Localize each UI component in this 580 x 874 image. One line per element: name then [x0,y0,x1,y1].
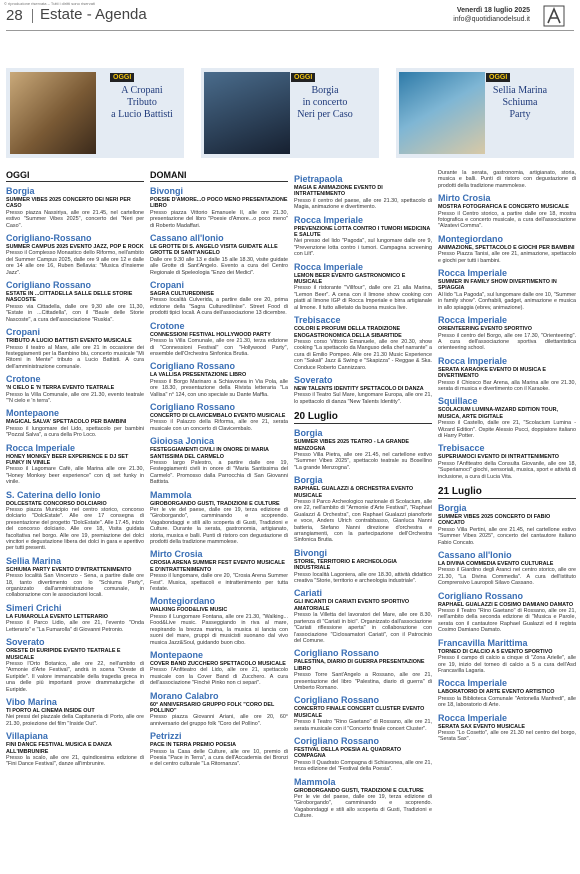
event-title: LEMON BEER EVENTO GASTRONOMICO E MUSICALE [294,272,406,286]
agenda-event [6,637,144,693]
agenda-event [294,262,432,311]
event-title: POESIE D'AMORE...O POCO MENO PRESENTAZIONE LIBRO [150,197,288,210]
agenda-event [294,315,432,371]
event-title: LA VALLISA PRESENTAZIONE LIBRO [150,372,247,379]
event-body: Presso la Villetta del lavoratori del Mare, alle ore 8.30, partenza di "Cariati in bici". Organizzato dall'associazione "Cariati riflessione aperta" in collaborazione con l'associazione "Ciclosamatori Cariati", con il Patrocinio del Comune. [294,612,432,644]
event-title: STORIE, TERRITORIO E ARCHEOLOGIA INDUSTRIALE [294,558,397,572]
agenda-event [150,490,288,546]
event-location: Borgia [438,503,467,513]
promo-text: Sellia Marina Schiuma Party [492,85,548,120]
event-title: 60° ANNIVERSARIO GRUPPO FOLK "CORO DEL POLLINO" [150,701,275,714]
event-title: FINI DANCE FESTIVAL MUSICA E DANZA ALL'IMBRUNIRE [6,742,112,755]
event-title: RAPHAEL GUALAZZI & ORCHESTRA EVENTO MUSICALE [294,486,414,499]
agenda-event [294,375,432,405]
event-location: Corigliano Rossano [150,361,236,372]
event-title: SERATA KARAOKE EVENTO DI MUSICA E DIVERTIMENTO [438,366,547,380]
event-location: Rocca Imperiale [6,442,76,453]
agenda-column-4 [438,170,576,868]
agenda-event [294,648,432,691]
event-title: SCHIUMA PARTY EVENTO D'INTRATTENIMENTO [6,566,132,573]
event-body: Presso Villa Pietra, alle ore 21.45, nel cartellone estivo "Summer Vibes 2025", spettacolo teatrale su Bosellino "La grande Menzogna". [294,451,432,471]
event-title: TRIBUTO A LUCIO BATTISTI EVENTO MUSICALE [6,338,132,345]
copyright-note: © riproduzione riservata – Tutti i diritti sono riservati [4,1,95,6]
event-body: Per le vie del paese, dalle ore 19, terza edizione di "Giroborgando", camminando e scoprendo. Vagabondaggi e stili allo scoperta di Gusti, Tradizioni e Culture. [294,794,432,820]
agenda-event [150,361,288,398]
agenda-event [438,550,576,587]
agenda-event [150,691,288,728]
event-title: CONCERTO DI CLAVICEMBALO EVENTO MUSICALE [150,412,286,419]
event-title: GIROBORGANDO GUSTI, TRADIZIONI E CULTURE [294,787,424,794]
event-body: Presso località Lagoniera, alle ore 18.30, attività didattico creativa "Storie, territorio e archeologia industriale". [294,571,432,585]
agenda-event [294,736,432,773]
event-title: GIROBORGANDO GUSTI, TRADIZIONI E CULTURE [150,500,280,507]
event-body: Presso piazza Giovanni Ariani, alle ore 20, 60° anniversario del gruppo folk "Coro del Pollino". [150,714,288,727]
event-location: Rocca Imperiale [438,355,508,366]
event-title: LA FUMAROLLA EVENTO LETTERARIO [6,613,108,620]
agenda-event [6,556,144,599]
event-body: Presso il Teatro Sul Mare, lungomare Europa, alle ore 21, lo spettacolo di danza "New Talents Identity". [294,392,432,405]
section-title: Estate - Agenda [40,6,147,23]
event-title: COVER BAND ZUCCHERO SPETTACOLO MUSICALE [150,660,286,667]
event-body: Presso il Centro storico, a partire dalle ore 18, mostra fotografica e concerto musicale, a cura dell'associazione "Alzatevi Comma". [438,210,576,230]
event-body: Presso il Lagomare Cafè, alle Marina alle ore 21.30, "Honey Monkey beer experience" con dj set funky in vinile. [6,466,144,486]
event-location: Soverato [294,374,333,385]
event-body: Presso corso Vittorio Emanuele, alle ore 20.30, show cooking "La spettacolo da Manguso della chef narrante" a cura di Emilio Pompeo. Alle ore 21.30 Music Experience con "Sakali" Jazz & Swing e "Skapizza" - Reggae & Ska. Conduce Roberto Cannizzaro. [294,338,432,371]
promo-photo [399,72,485,154]
event-title: TI PORTO AL CINEMA INSIDE OUT [6,707,95,714]
event-location: Cassano all'Ionio [150,233,224,244]
event-title: RAPHAEL GUALAZZI E COSIMO DAMIANO DAMATO [438,601,574,608]
header-rule [6,30,574,31]
agenda-event [294,695,432,732]
agenda-event [294,174,432,211]
promo-text: A Cropani Tributo a Lucio Battisti [111,85,173,120]
column-heading: OGGI [6,170,144,182]
event-body: Presso Torre Sant'Angelo a Rossano, alle ore 21, presentazione del libro "Palestina, diario di guerra" di Umberto Romano. [294,672,432,691]
event-location: Borgia [6,186,35,196]
agenda-event [150,186,288,229]
event-title: FESTIVAL DELLA POESIA AL QUADRATO COMPAGNA [294,746,402,760]
event-body: Presso la Villa Comunale, alle ore 21.30, evento teatrale "'N cielo e 'n terra". [6,391,144,404]
agenda-event [6,490,144,552]
event-location: Corigliano Rossano [438,590,524,601]
event-title: SUMMER CAMPUS 2025 EVENTO JAZZ, POP E ROCK [6,244,144,251]
event-location: Rocca Imperiale [438,268,508,279]
event-title: MAGICAL SALVA' SPETTACOLO PER BAMBINI [6,419,127,426]
event-location: Borgia [294,475,323,486]
event-title: ANIMAZIONE, SPETTACOLO E GIOCHI PER BAMBINI [438,244,575,251]
event-body: Presso il lungomare del Lido, spettacolo per bambini "Pozzal Salva", a cura della Pro Loco. [6,425,144,439]
agenda-event [150,549,288,592]
event-body: Presso largo Palestro, a partire dalle ore 19, Festeggiamenti civili in onore di "Maria Santissima del Carmelo". Promosso dalla Parrocchia di San Giovanni Battista. [150,459,288,486]
promo-text: Borgia in concerto Neri per Caso [297,85,353,120]
agenda-event [6,374,144,404]
agenda-event [150,321,288,358]
event-title: COLORI E PROFUMI DELLA TRADIZIONE ENOGASTRONOMICA DELLA SIBARITIDE [294,326,402,339]
event-title: LA DIVINA COMMEDIA EVENTO CULTURALE [438,561,554,568]
agenda-event [150,596,288,645]
event-body: Presso la Villa Comunale, alle ore 21.30, terza edizione di "Connessioni Festival" con "Hollywood Party", ensemble dell'Orchestra Sinfonica Brutia. [150,338,288,357]
event-title: SUPERIAMOCI EVENTO DI INTRATTENIMENTO [438,454,559,461]
event-body: Presso l'Anfiteatro del Lido, alle ore 21, spettacolo musicale con la Cover Band di Zucchero. A cura dell'associazione "Finché Pinko non ci separi". [150,667,288,687]
event-body: Presso il Palazzo della Riforma, alle ore 21, serata musicale con un concerto di Clavicembalo. [150,419,288,432]
event-title: SUMMER IN FAMILY SHOW DIVERTIMENTO IN SPIAGGIA [438,279,557,292]
event-title: PALESTINA, DIARIO DI GUERRA PRESENTAZIONE LIBRO [294,659,425,672]
agenda-event [6,697,144,727]
event-title: CONNESSIONI FESTIVAL HOLLYWOOD PARTY [150,331,271,338]
event-body: Presso il Lungomare Fontana, alle ore 21.30, "Walking... Food&Live music. Passeggiando in riva al mare, respirando la brezza marina, la musica si lancia con suoni del mare, gruppi di musicisti suonano dal vivo musica Jazz&Soul, guidando buon cibo. [150,613,288,646]
event-location: Francavilla Marittima [438,637,528,648]
date-heading: 21 Luglio [438,486,576,499]
event-location: Borgia [294,428,323,439]
event-title: ESTATE IN ...CITTADELLA SALLE DELLE STORIE NASCOSTE [6,291,133,304]
header-separator [32,9,33,23]
event-title: 'N CIELO E 'N TERRA EVENTO TEATRALE [6,385,115,392]
event-location: Rocca Imperiale [294,214,364,225]
event-location: Mammola [294,776,336,787]
agenda-column-3 [294,170,432,868]
event-body: Presso località Culverida, a partire dalle ore 20, prima edizione della "Sagra Culturedilinise". Street Food di prodotti tipici locali. A cura dell'associazione 13 dicembre. [150,297,288,317]
agenda-event [6,731,144,768]
agenda-event [438,591,576,634]
event-location: Soverato [6,637,45,648]
event-body: Presso la scalo, alle ore 21, quindicesima edizione di "Fini Dance Festival", danze all'imbrunire. [6,754,144,768]
event-body: Presso il Teatro "Rino Gaetano" di Rossano, alle ore 21, nell'ambito della seconda edizione di "Musica e Parole, serata con il cantautore Raphael Gualazzi ed il regista Cosimo Damiano Damato. [438,608,576,634]
event-body: Presso piazza Vittorio Emanuele II, alle ore 21.30, presentazione del libro "Poesie d'Amore...o poco meno" di Roberto Madaffari. [150,209,288,229]
agenda-event [294,475,432,544]
event-title: SUMMER VIBES 2025 TEATRO - LA GRANDE MENZOGNA [294,439,410,452]
agenda-event [6,233,144,276]
event-body: Al lido "La Pagoda", sul lungomare dalle ore 10, "Summer in family show". Confrabili, gadget, animazione e musica in allo spiaggia (ebrev, animazione). [438,291,576,311]
event-body: Presso Piazza Tanisi, alle ore 21, animazione, spettacolo e giochi per tutti i bambini. [438,251,576,264]
event-location: Corigliano Rossano [294,695,380,706]
event-title: CONCERTO FINALE CONCERT CLUSTER EVENTO MUSICALE [294,706,425,719]
agenda-event [294,548,432,585]
agenda-event [150,731,288,768]
event-body: Presso il Giardino degli Aranci nel centro storico, alle ore 21.30, "La Divina Commedia". A cura dell'istituto Comprensivo Lauropoli Silavo Cassano. [438,567,576,587]
event-location: Morano Calabro [150,690,219,701]
event-body: Presso "Lo Cosetto", alle ore 21.30 nel centro del borgo, "Serata Sax". [438,729,576,743]
agenda-event [438,315,576,352]
agenda-column-1 [6,170,144,868]
event-location: Rocca Imperiale [294,261,364,272]
event-title: SCOLACIUM LUMINA-WIZARD EDITION TOUR, MUSICA, ARTE DIGITALE [438,407,558,420]
agenda-event [438,713,576,743]
event-location: Rocca Imperiale [438,712,508,723]
agenda-event [438,396,576,439]
event-location: Montepaone [150,649,203,660]
event-title: ORIENTEERING EVENTO SPORTIVO [438,326,532,333]
event-title: CROSIA ARENA SUMMER FEST EVENTO MUSICALE E D'INTRATTENIMENTO [150,560,285,573]
event-body: Presso il Borgo Marinaro a Schiavonea in Via Pola, alle ore 18.30, presentazione della Rivista letteraria "La Vallisa" n° 124, con uno speciale su Dante Maffia. [150,378,288,398]
event-location: Mirto Crosia [150,549,203,560]
event-location: Crotone [150,320,185,331]
agenda-event [438,268,576,311]
agenda-event [438,443,576,480]
agenda-event [438,678,576,708]
agenda-event [150,280,288,317]
agenda-event [150,233,288,276]
event-title: PREVENZIONE LOTTA CONTRO I TUMORI MEDICINA E SALUTE [294,225,431,239]
event-location: Crotone [6,374,41,385]
promo-photo [10,72,96,154]
event-title: SUMMER VIBES 2025 CONCERTO DEI NERI PER CASO [6,197,131,210]
promo-tag: OGGI [110,73,134,82]
agenda-event [6,327,144,370]
event-title: MAGIA E ANIMAZIONE EVENTO DI INTRATTENIMENTO [294,185,383,198]
event-body: Presso il centro del Borgo, alle ore 17.30, "Orienteering". A cura dell'associazione sportiva dilettantistica orienteering school. [438,332,576,352]
event-body: Presso il Complesso Monastico dello Riformo, nell'ambito del Summer Campus 2025, dalle ore 9 alle ore 12 e dalle ore 14 alle ore 16, Ruben Bellavia: "Musica d'insieme Jazz". [6,250,144,276]
event-location: Mammola [150,489,192,500]
event-body: Presso l'Orto Botanico, alle ore 22, nell'ambito di "Armonie d'Arte Festival", andrà in scena "Oreste di Euripide". Il valore immancabile della tragedia greca in una delle più importanti prove drammaturgiche di Euripide. [6,660,144,693]
event-title: GLI INCANTI DI CARIATI EVENTO SPORTIVO AMATORIALE [294,599,410,612]
event-location: Petrizzi [150,731,182,742]
newspaper-logo-icon [543,5,565,27]
event-location: Corigliano-Rossano [6,233,92,244]
promo-box-borgia[interactable] [201,68,379,158]
event-title: MOSTRA FOTOGRAFICA E CONCERTO MUSICALE [438,204,569,211]
agenda-event [438,356,576,393]
event-location: Gioiosa Jonica [150,436,215,447]
event-location: Trebisacce [294,315,341,326]
event-body: Presso la Casa delle Culture, alle ore 10, premio di Poesia "Pace in Terra", a cura dell'Accademia dei Bronzi e del centro culturale "La Ritornanza". [150,748,288,768]
promo-box-sellia-marina[interactable] [396,68,574,158]
page-number: 28 [6,7,23,24]
event-location: Corigliano Rossano [294,648,380,659]
event-body: Presso il centro del paese, alle ore 21.30, spettacolo di Magia, animazione e divertimento. [294,197,432,211]
date-heading: 20 Luglio [294,411,432,424]
event-body: Presso via Cittadella, dalle ore 9,30 alle ore 11,30, "Estate in ...Cittadella", con il "Baule delle Storie Nascoste", a cura dell'associazione "Ruskia". [6,303,144,323]
event-location: Cassano all'Ionio [438,550,512,561]
agenda-event [6,603,144,633]
event-location: Corigliano Rossano [294,735,380,746]
event-title: TORNEO DI CALCIO A 5 EVENTO SPORTIVO [438,648,553,655]
event-body: Presso Villa Pertini, alle ore 21.45, nel cartellone estivo "Summer Vibes 2025", concerto del cantautore italiano Fabio Concato. [438,526,576,546]
event-body: Presso il Parco Lidio, alle ore 21, l'evento "Onda Letterario" e "La Fumarolla" di Giovanni Petronio. [6,620,144,633]
agenda-event [294,428,432,471]
event-body: Per le vie del paese, dalle ore 19, terza edizione di "Giroborgando", camminando e scoprendo. Vagabondaggi e stili allo scoperta di Gusti, Tradizioni e Culture. Durante la serata, gastronomia, artigianato, storia, musica e balli. Punti di ristoro con degustazione di prodotti della tradizione mammolese. [150,507,288,546]
agenda-event [150,436,288,485]
agenda-event [294,215,432,258]
event-title: DOLCESTATE CONCORSO DOLCIARIO [6,500,107,507]
contact-email[interactable]: info@quotidianodelsud.it [453,16,530,23]
promo-tag: OGGI [291,73,315,82]
event-location: Cropani [6,327,41,338]
agenda-event [438,193,576,230]
event-title: SUMMER VIBES 2025 CONCERTO DI FABIO CONCATO [438,514,551,527]
event-location: Rocca Imperiale [438,315,508,326]
event-location: Simeri Crichi [6,602,62,613]
event-body: Presso il ristorante "Villfour", dalle ore 21 alla Marina, "Lemon Beer". A cena con il limone show cooking con piatti al limone IGP di Rocca Imperiale e birra artigianale al limone. Il tutto allietato da buona musica live. [294,285,432,311]
event-body: Dalle ore 9.30 alle 13 e dalle 15 alle 18.30, visite guidate alle Grotte di Sant'Angelo. Evento a cura del Centro Regionale di Speleologia "Enzo dei Medici". [150,256,288,276]
event-body: Presso località San Vincenzo - Sena, a partire dalle ore 18, tanto divertimento con lo "Schiuma Party", organizzato dall'amministrazione comunale, in collaborazione con le associazioni locali. [6,573,144,599]
event-title: LABORATORIO DI ARTE EVENTO ARTISTICO [438,689,555,696]
event-body: Presso il campo di calcio a cinque di "Zona Arielle", alle ore 19, inizio del torneo di calcio a 5 a cura dell'Asd Francavilla Lagaria. [438,655,576,674]
event-body: Durante la serata, gastronomia, artigianato, storia, musica e balli. Punti di ristoro con degustazione di prodotti della tradizione mammolese. [438,170,576,189]
event-body: Presso l'Anfiteatro della Consulta Giovanile, alle ore 18, "Superiamoci" giochi, sensoriali, musica, sport e attività di inclusione, a cura di Lucia Vita. [438,460,576,480]
agenda-event [6,408,144,438]
agenda-event [294,777,432,820]
agenda-column-2 [150,170,288,868]
event-body: Presso il Teatro "Rino Gaetano" di Rossano, alle ore 21, serata musicale con il "Concerto finale concert Cluster". [294,719,432,732]
event-location: Corigliano Rossano [6,280,92,291]
promo-box-cropani[interactable] [6,68,184,158]
event-location: Corigliano Rossano [150,401,236,412]
agenda-event [150,650,288,687]
event-body: Presso piazza Municipio nel centro storico, concorso dolciario "DolcEstate". Alle ore 17 consegna di presentazione del progetto "DolcEstate". Alle 17.45, inizio del concorso dolciario. Alle ore 18, Visita guidata facoltativa nel borgo. Alle ore 19, premiazione dei dolci vincitori e degustazione libera dei dolci in gara e aperitivo per tutti presenti. [6,507,144,552]
agenda-event [6,280,144,323]
event-body: Presso il lungomare, dalle ore 20, "Crosia Arena Summer Fest". Musica, spettacoli e intrattenimento per tutta l'estate. [150,573,288,593]
column-heading: DOMANI [150,170,288,182]
event-body: Presso il teatro al Mare, alle ore 21 in occasione dei festeggiamenti per la Bambino blu, concerto musicale "Mi Ritorni in Mente" tributo a Lucio Battisti. A cura dell'amministrazione comunale. [6,344,144,370]
agenda-event [294,588,432,644]
agenda-event [438,638,576,675]
event-location: Sellia Marina [6,555,62,566]
event-body: Presso piazza Nassiriya, alle ore 21.45, nel cartellone estivo "Summer Vibes 2025", concerto dei "Neri per Caso". [6,209,144,229]
event-title: NEW TALENTS IDENTITY SPETTACOLO DI DANZA [294,385,424,392]
event-title: FESTEGGIAMENTI CIVILI IN ONORE DI MARIA SANTISSIMA DEL CARMELO [150,447,269,460]
event-body: Presso il Parco Archeologico nazionale di Scolacium, alle ore 22, nell'ambito di "Armonie d'Arte Festival", "Raphael Gualazzi & Orchestra", con Raphael Gualazzi pianoforte e voce, Anders Ulrich contrabbasso, Gianluca Nanni batteria, Stefano Nanni direzione d'orchestra e arrangiamenti, con la partecipazione dell'Orchestra Sinfonica Brutia. [294,499,432,544]
event-location: Pietrapaola [294,174,343,184]
issue-date: Venerdì 18 luglio 2025 [456,7,530,14]
event-location: Mirto Crosia [438,193,491,204]
event-title: HONEY MONKEY BEER EXPERIENCE E DJ SET FUNKY IN VINILE [6,453,129,466]
event-location: Cariati [294,588,323,599]
agenda-event [150,402,288,432]
event-location: Bivongi [294,547,327,558]
event-title: ORESTE DI EURIPIDE EVENTO TEATRALE E MUSICALE [6,648,121,661]
event-location: Cropani [150,280,185,291]
event-body: Presso il Chiosco Bar Arena, alla Marina alle ore 21.30, serata di musica e divertimento con il Karaoke. [438,379,576,392]
agenda-event [438,170,576,189]
event-location: S. Caterina dello Ionio [6,489,101,500]
event-title: SERATA SAX EVENTO MUSICALE [438,723,525,730]
event-location: Bivongi [150,186,183,196]
event-body: Nei pressi del piazzale della Capitaneria di Porto, alle ore 21.30, proiezione del film "Inside Out". [6,714,144,727]
event-location: Villapiana [6,731,48,742]
event-location: Vibo Marina [6,696,57,707]
event-title: PACE IN TERRA PREMIO POESIA [150,742,236,749]
event-location: Montegiordano [438,233,503,244]
event-location: Montegiordano [150,596,215,607]
agenda-event [6,443,144,486]
agenda-event [438,234,576,264]
agenda-event [6,186,144,229]
event-body: Presso Il Quadrato Compagna di Schiavonea, alle ore 21, terza edizione del "Festival della Poesia". [294,759,432,773]
event-title: SAGRA CULTUREDINISE [150,291,215,298]
event-location: Squillace [438,396,478,407]
event-location: Montepaone [6,408,59,419]
agenda-event [438,503,576,546]
event-title: WALKING FOOD&LIVE MUSIC [150,607,228,614]
event-body: Presso la Biblioteca Comunale "Antonella Manfredi", alle ore 18, laboratorio di Arte. [438,695,576,709]
event-body: Presso il Castello, dalle ore 21, "Scolacium Lumina - Wizard Edition". Ospite Alessio Pucci, doppiatore italiano di Harry Potter. [438,420,576,439]
event-title: LE GROTTE DI S. ANGELO VISITA GUIDATE ALLE GROTTE DI SANT'ANGELO [150,244,278,257]
promo-tag: OGGI [486,73,510,82]
event-body: Nei presso del lido "Pagoda", sul lungomare dalle ore 9, "Prevenzione lotta contro i tumori. Campagna screening con Lilt". [294,238,432,258]
event-location: Rocca Imperiale [438,678,508,689]
event-location: Trebisacce [438,443,485,454]
promo-photo [204,72,290,154]
